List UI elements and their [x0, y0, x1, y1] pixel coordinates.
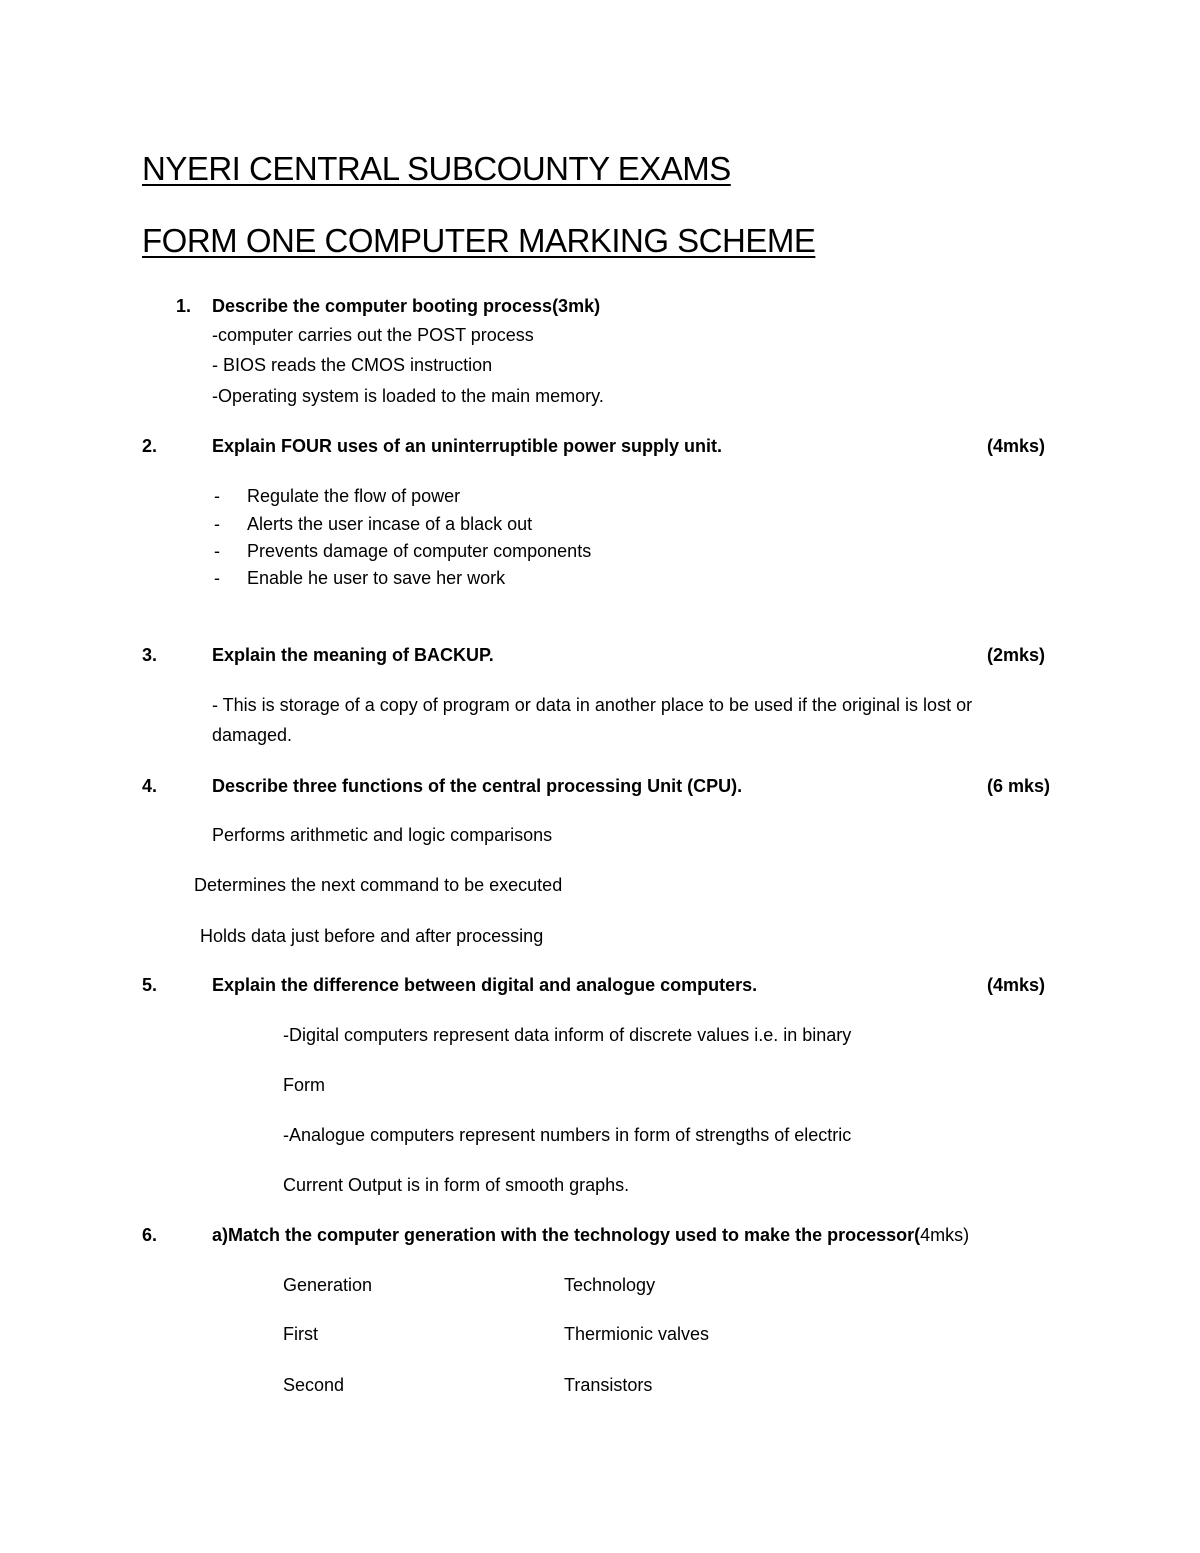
table-header-generation: Generation	[283, 1275, 373, 1295]
answer-line: Alerts the user incase of a black out	[247, 514, 533, 534]
answer-line: - This is storage of a copy of program or data in another place to be used if the original is lost or	[212, 695, 973, 715]
question-text: a)Match the computer generation with the technology used to make the processor(	[212, 1225, 921, 1245]
answer-line: Current Output is in form of smooth graphs.	[283, 1175, 630, 1195]
table-cell-technology: Transistors	[564, 1375, 653, 1395]
answer-line: Performs arithmetic and logic comparisons	[212, 825, 553, 845]
answer-line: Enable he user to save her work	[247, 568, 506, 588]
question-text: Describe the computer booting process(3mk)	[212, 296, 601, 316]
answer-line: damaged.	[212, 725, 293, 745]
answer-line: Determines the next command to be executed	[194, 875, 563, 895]
bullet-dash: -	[214, 541, 220, 561]
question-text: Explain FOUR uses of an uninterruptible power supply unit.	[212, 436, 723, 456]
table-header-technology: Technology	[564, 1275, 656, 1295]
question-marks: (2mks)	[987, 645, 1046, 665]
question-text: Describe three functions of the central processing Unit (CPU).	[212, 776, 743, 796]
bullet-dash: -	[214, 514, 220, 534]
question-marks: (4mks)	[987, 436, 1046, 456]
question-number: 5.	[142, 975, 158, 995]
question-number: 2.	[142, 436, 158, 456]
answer-line: Regulate the flow of power	[247, 486, 461, 506]
table-cell-generation: First	[283, 1324, 318, 1344]
document-title: NYERI CENTRAL SUBCOUNTY EXAMS	[142, 150, 731, 187]
answer-line: Prevents damage of computer components	[247, 541, 592, 561]
answer-line: -computer carries out the POST process	[212, 325, 534, 345]
answer-line: Form	[283, 1075, 325, 1095]
table-cell-technology: Thermionic valves	[564, 1324, 710, 1344]
document-subtitle: FORM ONE COMPUTER MARKING SCHEME	[142, 222, 816, 259]
question-marks: (4mks)	[987, 975, 1046, 995]
question-number: 3.	[142, 645, 158, 665]
table-cell-generation: Second	[283, 1375, 345, 1395]
answer-line: Holds data just before and after processing	[200, 926, 544, 946]
question-text: Explain the meaning of BACKUP.	[212, 645, 494, 665]
question-number: 1.	[176, 296, 192, 316]
question-number: 6.	[142, 1225, 158, 1245]
bullet-dash: -	[214, 486, 220, 506]
answer-line: -Analogue computers represent numbers in form of strengths of electric	[283, 1125, 852, 1145]
question-number: 4.	[142, 776, 158, 796]
question-marks: 4mks)	[920, 1225, 970, 1245]
question-text-line	[212, 1226, 969, 1244]
bullet-dash: -	[214, 568, 220, 588]
answer-line: -Operating system is loaded to the main memory.	[212, 386, 604, 406]
answer-line: -Digital computers represent data inform of discrete values i.e. in binary	[283, 1025, 852, 1045]
question-text: Explain the difference between digital and analogue computers.	[212, 975, 758, 995]
question-marks: (6 mks)	[987, 776, 1051, 796]
answer-line: - BIOS reads the CMOS instruction	[212, 355, 493, 375]
